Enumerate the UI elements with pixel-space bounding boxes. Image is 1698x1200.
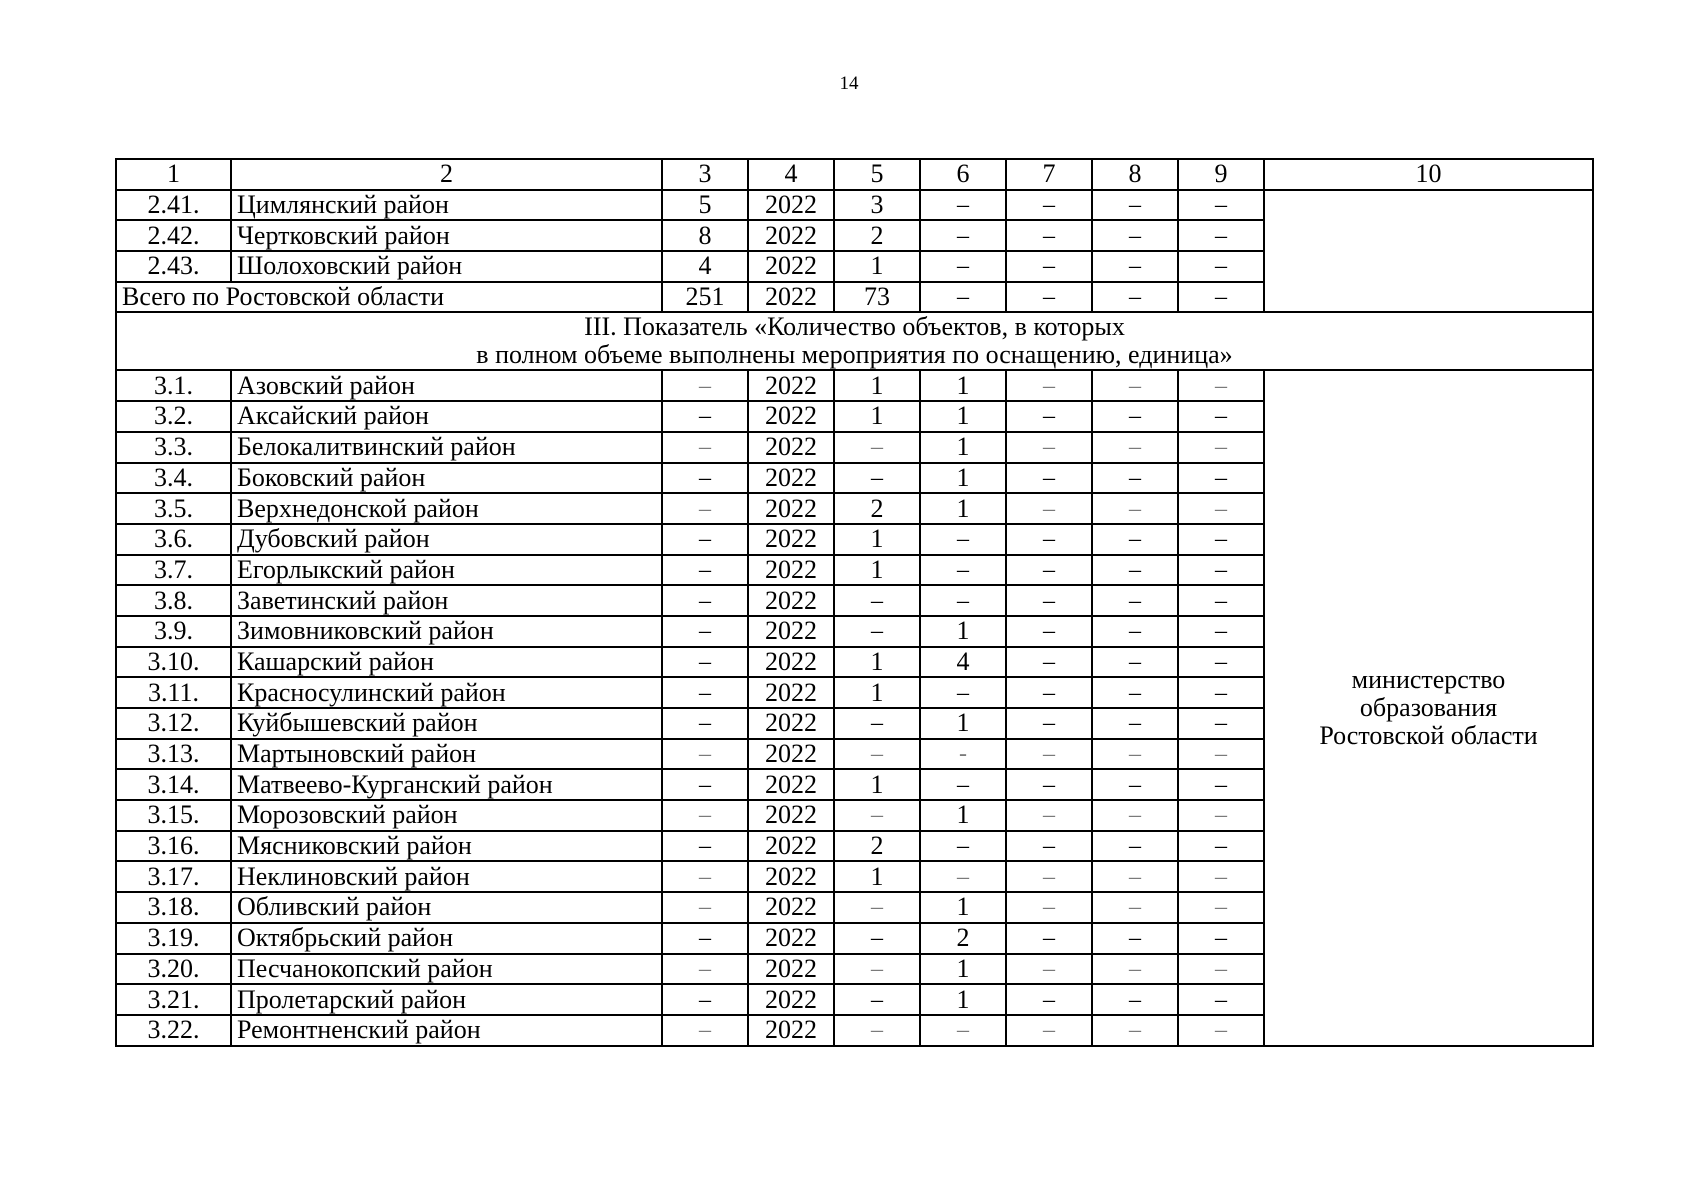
value-cell: – — [834, 923, 920, 954]
value-cell: – — [1178, 831, 1264, 862]
value-cell: – — [1092, 555, 1178, 586]
value-cell: 2022 — [748, 524, 834, 555]
value-cell: – — [662, 524, 748, 555]
value-cell: 1 — [920, 892, 1006, 923]
value-cell: – — [662, 861, 748, 892]
total-label-cell: Всего по Ростовской области — [116, 282, 662, 313]
value-cell: 1 — [920, 800, 1006, 831]
header-cell: 6 — [920, 159, 1006, 190]
responsible-agency-line: образования — [1359, 693, 1498, 722]
value-cell: – — [920, 282, 1006, 313]
value-cell: – — [662, 739, 748, 770]
value-cell: – — [1178, 585, 1264, 616]
value-cell: – — [1006, 1015, 1092, 1046]
value-cell: 1 — [920, 616, 1006, 647]
header-cell: 7 — [1006, 159, 1092, 190]
district-name-cell: Обливский район — [231, 892, 662, 923]
value-cell: – — [1006, 984, 1092, 1015]
value-cell: – — [920, 861, 1006, 892]
district-name-cell: Шолоховский район — [231, 251, 662, 282]
value-cell: – — [1178, 1015, 1264, 1046]
value-cell: – — [1006, 432, 1092, 463]
header-cell: 8 — [1092, 159, 1178, 190]
header-cell: 1 — [116, 159, 231, 190]
row-number-cell: 3.2. — [116, 401, 231, 432]
value-cell: 1 — [834, 769, 920, 800]
row-number-cell: 3.21. — [116, 984, 231, 1015]
row-number-cell: 3.14. — [116, 769, 231, 800]
value-cell: – — [834, 463, 920, 494]
value-cell: – — [920, 220, 1006, 251]
value-cell: – — [834, 954, 920, 985]
value-cell: 2022 — [748, 677, 834, 708]
value-cell: 1 — [920, 463, 1006, 494]
value-cell: – — [1092, 954, 1178, 985]
value-cell: – — [1006, 282, 1092, 313]
value-cell: – — [1092, 524, 1178, 555]
value-cell: 2022 — [748, 493, 834, 524]
row-number-cell: 3.18. — [116, 892, 231, 923]
value-cell: 2022 — [748, 1015, 834, 1046]
value-cell: – — [1092, 190, 1178, 221]
row-number-cell: 3.13. — [116, 739, 231, 770]
value-cell: – — [834, 616, 920, 647]
value-cell: – — [1006, 647, 1092, 678]
district-name-cell: Чертковский район — [231, 220, 662, 251]
row-number-cell: 3.3. — [116, 432, 231, 463]
value-cell: – — [920, 677, 1006, 708]
value-cell: – — [1092, 831, 1178, 862]
district-name-cell: Дубовский район — [231, 524, 662, 555]
value-cell: – — [1178, 954, 1264, 985]
value-cell: – — [920, 524, 1006, 555]
value-cell: – — [1092, 401, 1178, 432]
value-cell: 1 — [920, 370, 1006, 401]
value-cell: 2022 — [748, 923, 834, 954]
value-cell: – — [1092, 220, 1178, 251]
value-cell: – — [1092, 493, 1178, 524]
value-cell: – — [1006, 831, 1092, 862]
value-cell: 1 — [920, 493, 1006, 524]
value-cell: – — [1178, 463, 1264, 494]
value-cell: – — [1092, 739, 1178, 770]
row-number-cell: 3.7. — [116, 555, 231, 586]
value-cell: – — [662, 370, 748, 401]
value-cell: – — [662, 954, 748, 985]
value-cell: – — [1092, 251, 1178, 282]
value-cell: 1 — [834, 524, 920, 555]
value-cell: 2022 — [748, 463, 834, 494]
value-cell: – — [1178, 984, 1264, 1015]
value-cell: – — [1006, 251, 1092, 282]
value-cell: 1 — [834, 555, 920, 586]
value-cell: 1 — [920, 708, 1006, 739]
value-cell: – — [834, 739, 920, 770]
section-header-row — [116, 312, 1593, 370]
value-cell: – — [1092, 708, 1178, 739]
value-cell: – — [1092, 616, 1178, 647]
value-cell: – — [834, 1015, 920, 1046]
value-cell: 2022 — [748, 190, 834, 221]
value-cell: – — [1092, 282, 1178, 313]
value-cell: – — [662, 800, 748, 831]
value-cell: 1 — [834, 401, 920, 432]
value-cell: – — [920, 1015, 1006, 1046]
value-cell: – — [1178, 677, 1264, 708]
value-cell: – — [1006, 892, 1092, 923]
value-cell: – — [1092, 647, 1178, 678]
section-title-line: III. Показатель «Количество объектов, в которых — [584, 312, 1125, 342]
row-number-cell: 3.10. — [116, 647, 231, 678]
value-cell: – — [1178, 769, 1264, 800]
value-cell: – — [1178, 861, 1264, 892]
row-number-cell: 3.11. — [116, 677, 231, 708]
value-cell: 2022 — [748, 555, 834, 586]
value-cell: 2 — [834, 493, 920, 524]
value-cell: 2022 — [748, 401, 834, 432]
row-number-cell: 3.8. — [116, 585, 231, 616]
district-name-cell: Песчанокопский район — [231, 954, 662, 985]
value-cell: – — [1178, 708, 1264, 739]
value-cell: – — [662, 1015, 748, 1046]
value-cell: – — [1092, 1015, 1178, 1046]
value-cell: – — [1006, 524, 1092, 555]
value-cell: 2022 — [748, 954, 834, 985]
value-cell: 2 — [834, 220, 920, 251]
district-name-cell: Аксайский район — [231, 401, 662, 432]
value-cell: – — [1092, 677, 1178, 708]
value-cell: 1 — [920, 954, 1006, 985]
row-number-cell: 3.22. — [116, 1015, 231, 1046]
value-cell: 251 — [662, 282, 748, 313]
value-cell: – — [1092, 984, 1178, 1015]
value-cell: 4 — [662, 251, 748, 282]
value-cell: – — [920, 251, 1006, 282]
value-cell: – — [1006, 616, 1092, 647]
value-cell: – — [662, 463, 748, 494]
district-name-cell: Пролетарский район — [231, 984, 662, 1015]
value-cell: – — [834, 984, 920, 1015]
value-cell: 73 — [834, 282, 920, 313]
header-cell: 10 — [1264, 159, 1593, 190]
value-cell: – — [1178, 647, 1264, 678]
value-cell: 2022 — [748, 220, 834, 251]
value-cell: – — [920, 831, 1006, 862]
value-cell: – — [662, 769, 748, 800]
value-cell: – — [1006, 739, 1092, 770]
value-cell: 8 — [662, 220, 748, 251]
value-cell: – — [1006, 555, 1092, 586]
value-cell: 5 — [662, 190, 748, 221]
district-name-cell: Ремонтненский район — [231, 1015, 662, 1046]
table-body — [116, 159, 1593, 1046]
value-cell: – — [1178, 800, 1264, 831]
value-cell: – — [1006, 861, 1092, 892]
district-name-cell: Боковский район — [231, 463, 662, 494]
row-number-cell: 2.43. — [116, 251, 231, 282]
section-title — [116, 312, 1593, 370]
value-cell: – — [662, 432, 748, 463]
value-cell: - — [920, 739, 1006, 770]
district-name-cell: Красносулинский район — [231, 677, 662, 708]
row-number-cell: 3.4. — [116, 463, 231, 494]
value-cell: 2022 — [748, 432, 834, 463]
value-cell: – — [920, 769, 1006, 800]
value-cell: – — [1006, 370, 1092, 401]
value-cell: – — [920, 555, 1006, 586]
header-cell: 3 — [662, 159, 748, 190]
value-cell: 2 — [920, 923, 1006, 954]
value-cell: – — [662, 708, 748, 739]
value-cell: – — [1006, 954, 1092, 985]
value-cell: 2022 — [748, 800, 834, 831]
header-cell: 2 — [231, 159, 662, 190]
value-cell: – — [662, 831, 748, 862]
value-cell: – — [920, 585, 1006, 616]
value-cell: – — [1178, 524, 1264, 555]
value-cell: – — [1092, 861, 1178, 892]
district-name-cell: Белокалитвинский район — [231, 432, 662, 463]
value-cell: – — [1006, 769, 1092, 800]
value-cell: – — [1006, 190, 1092, 221]
row-number-cell: 3.5. — [116, 493, 231, 524]
value-cell: 1 — [920, 401, 1006, 432]
district-name-cell: Октябрьский район — [231, 923, 662, 954]
responsible-agency-line: министерство — [1351, 665, 1506, 694]
value-cell: – — [1178, 432, 1264, 463]
district-name-cell: Мясниковский район — [231, 831, 662, 862]
value-cell: – — [834, 432, 920, 463]
row-number-cell: 3.1. — [116, 370, 231, 401]
value-cell: – — [662, 555, 748, 586]
value-cell: – — [1092, 769, 1178, 800]
value-cell: 2022 — [748, 892, 834, 923]
value-cell: 2022 — [748, 616, 834, 647]
row-number-cell: 3.12. — [116, 708, 231, 739]
value-cell: – — [662, 401, 748, 432]
value-cell: – — [1006, 493, 1092, 524]
value-cell: 2022 — [748, 708, 834, 739]
data-table — [115, 158, 1594, 1047]
value-cell: 2022 — [748, 769, 834, 800]
header-row — [116, 159, 1593, 190]
value-cell: – — [1006, 677, 1092, 708]
value-cell: – — [1178, 282, 1264, 313]
section-title-line: в полном объеме выполнены мероприятия по оснащению, единица» — [476, 340, 1233, 370]
responsible-agency-cell — [1264, 370, 1593, 1045]
value-cell: – — [834, 892, 920, 923]
value-cell: – — [1178, 739, 1264, 770]
value-cell: 1 — [834, 251, 920, 282]
value-cell: – — [662, 616, 748, 647]
value-cell: 1 — [834, 647, 920, 678]
value-cell: – — [662, 677, 748, 708]
row-number-cell: 2.41. — [116, 190, 231, 221]
row-number-cell: 3.15. — [116, 800, 231, 831]
district-name-cell: Куйбышевский район — [231, 708, 662, 739]
district-name-cell: Морозовский район — [231, 800, 662, 831]
value-cell: – — [1006, 708, 1092, 739]
value-cell: – — [834, 800, 920, 831]
row-number-cell: 2.42. — [116, 220, 231, 251]
value-cell: 1 — [834, 861, 920, 892]
row-number-cell: 3.19. — [116, 923, 231, 954]
value-cell: – — [1178, 220, 1264, 251]
value-cell: – — [662, 984, 748, 1015]
district-name-cell: Неклиновский район — [231, 861, 662, 892]
value-cell: – — [1006, 800, 1092, 831]
district-name-cell: Матвеево-Курганский район — [231, 769, 662, 800]
district-name-cell: Зимовниковский район — [231, 616, 662, 647]
row-number-cell: 3.9. — [116, 616, 231, 647]
value-cell: 2022 — [748, 585, 834, 616]
header-cell: 9 — [1178, 159, 1264, 190]
value-cell: 4 — [920, 647, 1006, 678]
value-cell: 1 — [834, 370, 920, 401]
table-row — [116, 190, 1593, 221]
row-number-cell: 3.6. — [116, 524, 231, 555]
district-name-cell: Егорлыкский район — [231, 555, 662, 586]
district-name-cell: Заветинский район — [231, 585, 662, 616]
value-cell: – — [1178, 616, 1264, 647]
district-name-cell: Мартыновский район — [231, 739, 662, 770]
value-cell: 2022 — [748, 861, 834, 892]
row-number-cell: 3.16. — [116, 831, 231, 862]
value-cell: – — [1092, 370, 1178, 401]
value-cell: – — [662, 647, 748, 678]
responsible-blank-cell — [1264, 190, 1593, 313]
header-cell: 4 — [748, 159, 834, 190]
row-number-cell: 3.17. — [116, 861, 231, 892]
value-cell: – — [1092, 800, 1178, 831]
district-name-cell: Азовский район — [231, 370, 662, 401]
value-cell: – — [1006, 463, 1092, 494]
value-cell: 2022 — [748, 984, 834, 1015]
value-cell: 2022 — [748, 647, 834, 678]
value-cell: 1 — [920, 984, 1006, 1015]
value-cell: – — [1092, 585, 1178, 616]
value-cell: – — [662, 892, 748, 923]
row-number-cell: 3.20. — [116, 954, 231, 985]
district-name-cell: Кашарский район — [231, 647, 662, 678]
value-cell: – — [1178, 370, 1264, 401]
value-cell: 1 — [920, 432, 1006, 463]
value-cell: – — [1006, 923, 1092, 954]
value-cell: – — [1178, 923, 1264, 954]
table-row — [116, 370, 1593, 401]
value-cell: – — [1006, 220, 1092, 251]
value-cell: 2022 — [748, 251, 834, 282]
value-cell: – — [1006, 401, 1092, 432]
value-cell: 1 — [834, 677, 920, 708]
header-cell: 5 — [834, 159, 920, 190]
page-number: 14 — [839, 73, 859, 94]
value-cell: – — [1178, 493, 1264, 524]
value-cell: 2022 — [748, 831, 834, 862]
value-cell: – — [1178, 555, 1264, 586]
value-cell: 2022 — [748, 739, 834, 770]
value-cell: – — [1178, 892, 1264, 923]
value-cell: 2022 — [748, 282, 834, 313]
value-cell: – — [1178, 190, 1264, 221]
district-name-cell: Цимлянский район — [231, 190, 662, 221]
value-cell: – — [1178, 251, 1264, 282]
value-cell: – — [662, 585, 748, 616]
value-cell: 2 — [834, 831, 920, 862]
value-cell: – — [1092, 463, 1178, 494]
district-name-cell: Верхнедонской район — [231, 493, 662, 524]
value-cell: 3 — [834, 190, 920, 221]
value-cell: – — [1178, 401, 1264, 432]
value-cell: – — [834, 585, 920, 616]
value-cell: – — [1092, 923, 1178, 954]
value-cell: – — [834, 708, 920, 739]
value-cell: – — [920, 190, 1006, 221]
value-cell: 2022 — [748, 370, 834, 401]
value-cell: – — [1092, 432, 1178, 463]
value-cell: – — [1006, 585, 1092, 616]
value-cell: – — [662, 493, 748, 524]
responsible-agency-line: Ростовской области — [1319, 721, 1538, 750]
value-cell: – — [662, 923, 748, 954]
value-cell: – — [1092, 892, 1178, 923]
